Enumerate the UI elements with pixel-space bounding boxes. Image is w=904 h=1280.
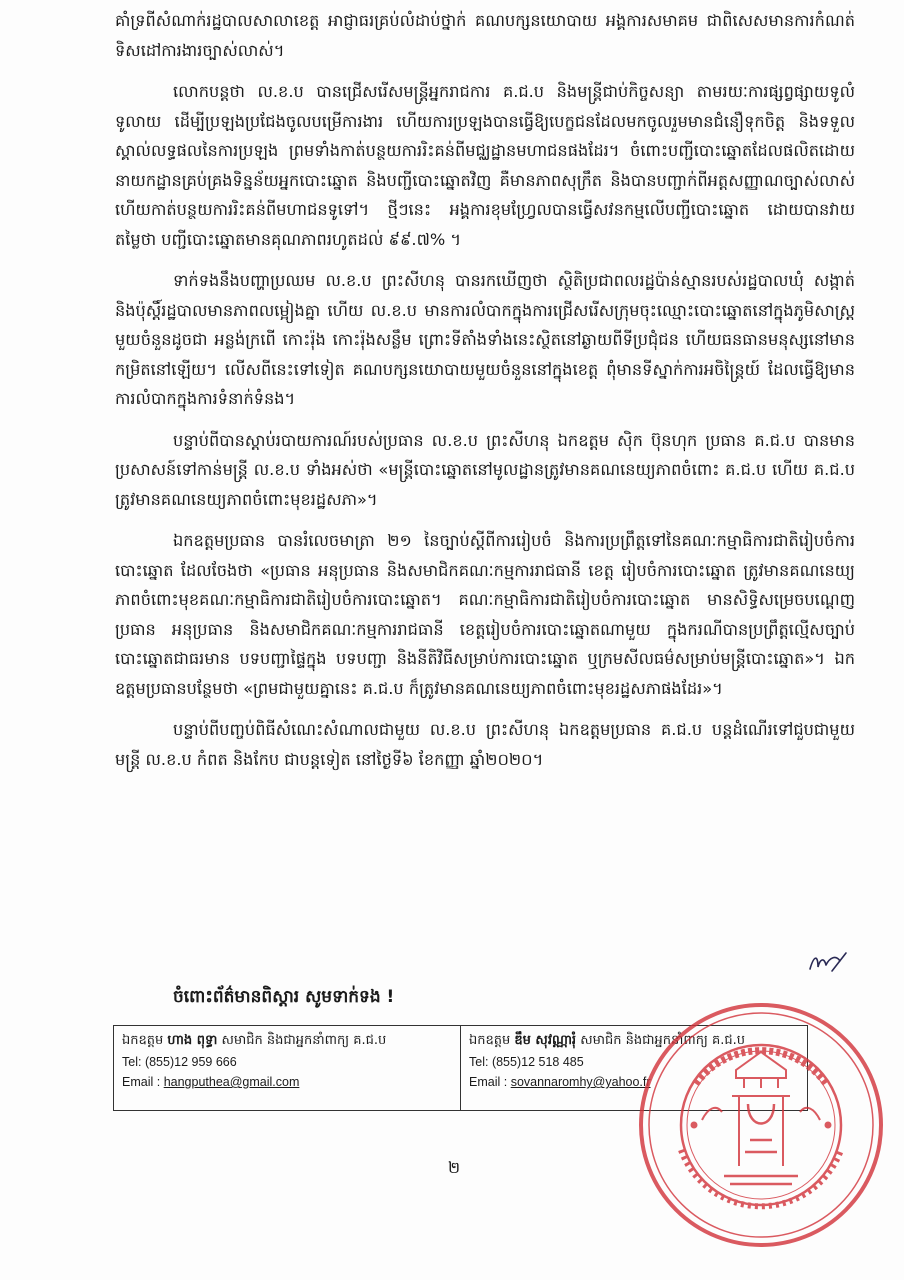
paragraph: បន្ទាប់ពីបានស្តាប់របាយការណ៍របស់ប្រធាន ល.ខ.ប ព្រះសីហនុ ឯកឧត្តម សុិក ប៊ុនហុក ប្រធាន គ.ជ.ប បានមានប្រសាសន៍ទៅកាន់មន្ត្រី ល.ខ.ប ទាំងអស់ថា «មន្ត្រីបោះឆ្នោតនៅមូលដ្ឋានត្រូវមានគណនេយ្យភាពចំពោះ គ.ជ.ប ហើយ គ.ជ.ប ត្រូវមានគណនេយ្យភាពចំពោះមុខរដ្ឋសភា»។ (115, 430, 855, 509)
tel-number: (855)12 959 666 (144, 1055, 237, 1069)
closing-note: ចំពោះព័ត៌មានពិស្តារ សូមទាក់ទង ! (173, 987, 395, 1007)
tel-label: Tel: (469, 1055, 492, 1069)
contact-card (114, 1026, 460, 1110)
contact-name: ហាង ពុទ្ធា (167, 1033, 218, 1048)
contact-prefix: ឯកឧត្តម (122, 1033, 168, 1048)
paragraph: ទាក់ទងនឹងបញ្ហាប្រឈម ល.ខ.ប ព្រះសីហនុ បានរកឃើញថា ស្ថិតិប្រជាពលរដ្ឋប៉ាន់ស្មានរបស់រដ្ឋបាលឃុំ សង្កាត់ និងប៉ុស្តិ៍រដ្ឋបាលមានភាពលម្អៀងគ្នា ហើយ ល.ខ.ប មានការលំបាកក្នុងការជ្រើសរើសក្រុមចុះឈ្មោះបោះឆ្នោតនៅក្នុងភូមិសាស្ត្រមួយចំនួនដូចជា អន្លង់ក្រពើ កោះរ៉ុង កោះរ៉ុងសន្លឹម ព្រោះទីតាំងទាំងនេះស្ថិតនៅឆ្ងាយពីទីប្រជុំជន ហើយធនធានមនុស្សនៅមានកម្រិតនៅឡើយ។ លើសពីនេះទៅទៀត គណបក្សនយោបាយមួយចំនួននៅក្នុងខេត្ត ពុំមានទីស្នាក់ការអចិន្ត្រៃយ៍ ដែលធ្វើឱ្យមានការលំបាកក្នុងការទំនាក់ទំនង។ (115, 271, 855, 408)
document-body (115, 6, 855, 786)
official-seal-icon (636, 1000, 886, 1250)
contact-name: ឌឹម សុវណ្ណារុំ (514, 1033, 577, 1048)
contact-prefix: ឯកឧត្តម (469, 1033, 515, 1048)
contact-role: សមាជិក និងជាអ្នកនាំពាក្យ គ.ជ.ប (217, 1033, 387, 1048)
tel-number: (855)12 518 485 (491, 1055, 584, 1069)
page-number: ២ (448, 1158, 461, 1177)
paragraph: ឯកឧត្តមប្រធាន បានរំលេចមាត្រា ២១ នៃច្បាប់ស្តីពីការរៀបចំ និងការប្រព្រឹត្តទៅនៃគណៈកម្មាធិការជាតិរៀបចំការបោះឆ្នោត ដែលចែងថា «ប្រធាន អនុប្រធាន និងសមាជិកគណៈកម្មការរាជធានី ខេត្ត រៀបចំការបោះឆ្នោត ត្រូវមានគណនេយ្យភាពចំពោះមុខគណៈកម្មាធិការជាតិរៀបចំការបោះឆ្នោត។ គណៈកម្មាធិការជាតិរៀបចំការបោះឆ្នោត មានសិទ្ធិសម្រេចបណ្តេញប្រធាន អនុប្រធាន និងសមាជិកគណៈកម្មការរាជធានី ខេត្តរៀបចំការបោះឆ្នោតណាមួយ ក្នុងករណីបានប្រព្រឹត្តល្មើសច្បាប់បោះឆ្នោតជាធរមាន បទបញ្ជាផ្ទៃក្នុង បទបញ្ជា និងនីតិវិធីសម្រាប់ការបោះឆ្នោត ឬក្រមសីលធម៌សម្រាប់មន្ត្រីបោះឆ្នោត»។ ឯកឧត្តមប្រធានបន្ថែមថា «ព្រមជាមួយគ្នានេះ គ.ជ.ប ក៏ត្រូវមានគណនេយ្យភាពចំពោះមុខរដ្ឋសភាផងដែរ»។ (115, 531, 855, 698)
contact-role: សមាជិក និងជាអ្នកនាំពាក្យ គ.ជ.ប (576, 1033, 746, 1048)
email-link[interactable]: sovannaromhy@yahoo.fr (510, 1075, 651, 1089)
contact-tel-line (122, 1052, 452, 1072)
contact-name-line (122, 1030, 452, 1052)
paragraph: លោកបន្តថា ល.ខ.ប បានជ្រើសរើសមន្ត្រីអ្នករាជការ គ.ជ.ប និងមន្ត្រីជាប់កិច្ចសន្យា តាមរយៈការផ្សព្វផ្សាយទូលំទូលាយ ដើម្បីប្រឡងប្រជែងចូលបម្រើការងារ ហើយការប្រឡងបានធ្វើឱ្យបេក្ខជនដែលមកចូលរួមមានជំនឿទុកចិត្ត និងទទួលស្គាល់លទ្ធផលនៃការប្រឡង ព្រមទាំងកាត់បន្ថយការរិះគន់ពីមជ្ឈដ្ឋានមហាជនផងដែរ។ ចំពោះបញ្ជីបោះឆ្នោតដែលផលិតដោយនាយកដ្ឋានគ្រប់គ្រងទិន្នន័យអ្នកបោះឆ្នោត និងបញ្ជីបោះឆ្នោតវិញ គឺមានភាពសុក្រឹត និងបានបញ្ជាក់ពីអត្តសញ្ញាណច្បាស់លាស់ ហើយកាត់បន្ថយការរិះគន់ពីមហាជនទូទៅ។ ថ្មីៗនេះ អង្គការខុមហ្វ្រែលបានធ្វើសវនកម្មលើបញ្ជីបោះឆ្នោត ដោយបានវាយតម្លៃថា បញ្ជីបោះឆ្នោតមានគុណភាពរហូតដល់ ៩៩.៧% ។ (115, 82, 855, 249)
handwritten-initial-icon (806, 949, 850, 979)
tel-label: Tel: (122, 1055, 145, 1069)
email-link[interactable]: hangputhea@gmail.com (163, 1075, 300, 1089)
paragraph-continued: គាំទ្រពីសំណាក់រដ្ឋបាលសាលាខេត្ត អាជ្ញាធរគ្រប់លំដាប់ថ្នាក់ គណបក្សនយោបាយ អង្គការសមាគម ជាពិសេសមានការកំណត់ទិសដៅការងារច្បាស់លាស់។ (115, 11, 855, 60)
email-label: Email : (469, 1075, 511, 1089)
email-label: Email : (122, 1075, 164, 1089)
paragraph: បន្ទាប់ពីបញ្ចប់ពិធីសំណេះសំណាលជាមួយ ល.ខ.ប ព្រះសីហនុ ឯកឧត្តមប្រធាន គ.ជ.ប បន្តដំណើរទៅជួបជាមួយមន្ត្រី ល.ខ.ប កំពត និងកែប ជាបន្តទៀត នៅថ្ងៃទី៦ ខែកញ្ញា ឆ្នាំ២០២០។ (115, 720, 855, 769)
contact-email-line (122, 1072, 452, 1092)
